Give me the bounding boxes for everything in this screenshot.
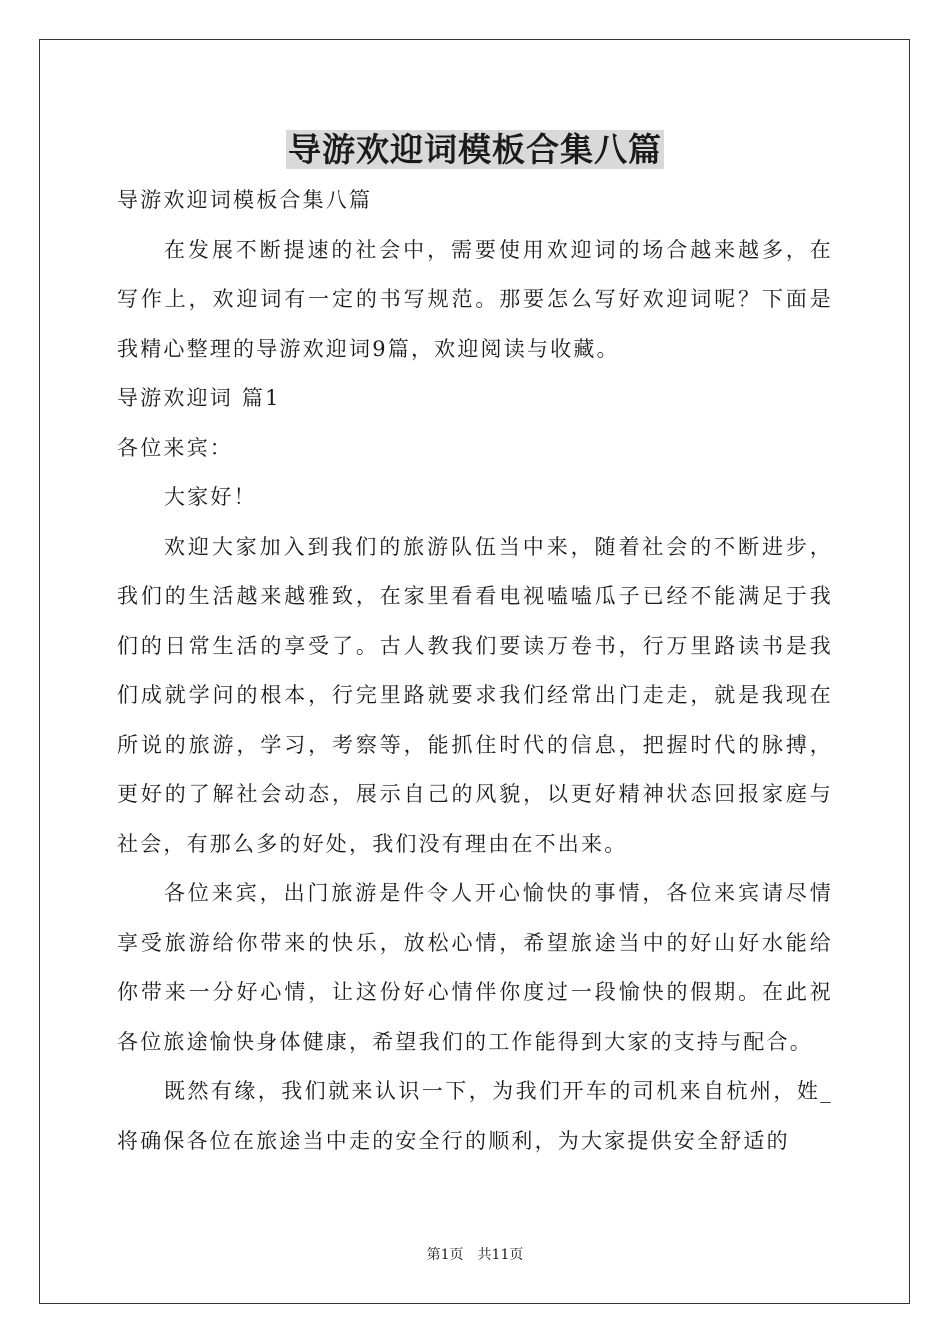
intro-paragraph: 在发展不断提速的社会中，需要使用欢迎词的场合越来越多，在写作上，欢迎词有一定的书写规范。那要怎么写好欢迎词呢？下面是我精心整理的导游欢迎词9篇，欢迎阅读与收藏。 (117, 237, 833, 361)
section-heading: 导游欢迎词 篇1 (117, 386, 281, 410)
document-subtitle: 导游欢迎词模板合集八篇 (117, 188, 373, 212)
page-number-footer: 第1页 共11页 (426, 1247, 524, 1263)
document-body (117, 176, 833, 1166)
document-title (0, 127, 950, 173)
document-title-text: 导游欢迎词模板合集八篇 (288, 130, 662, 169)
body-paragraph-3: 既然有缘，我们就来认识一下，为我们开车的司机来自杭州，姓_将确保各位在旅途当中走的安全行的顺利，为大家提供安全舒适的 (117, 1079, 833, 1153)
greeting: 大家好！ (164, 485, 257, 509)
body-paragraph-1: 欢迎大家加入到我们的旅游队伍当中来，随着社会的不断进步，我们的生活越来越雅致，在家里看看电视嗑嗑瓜子已经不能满足于我们的日常生活的享受了。古人教我们要读万卷书，行万里路读书是我们成就学问的根本，行完里路就要求我们经常出门走走，就是我现在所说的旅游，学习，考察等，能抓住时代的信息，把握时代的脉搏，更好的了解社会动态，展示自己的风貌，以更好精神状态回报家庭与社会，有那么多的好处，我们没有理由在不出来。 (117, 534, 833, 856)
body-paragraph-2: 各位来宾，出门旅游是件令人开心愉快的事情，各位来宾请尽情享受旅游给你带来的快乐，放松心情，希望旅途当中的好山好水能给你带来一分好心情，让这份好心情伴你度过一段愉快的假期。在此祝各位旅途愉快身体健康，希望我们的工作能得到大家的支持与配合。 (117, 881, 833, 1054)
salutation: 各位来宾： (117, 435, 233, 460)
